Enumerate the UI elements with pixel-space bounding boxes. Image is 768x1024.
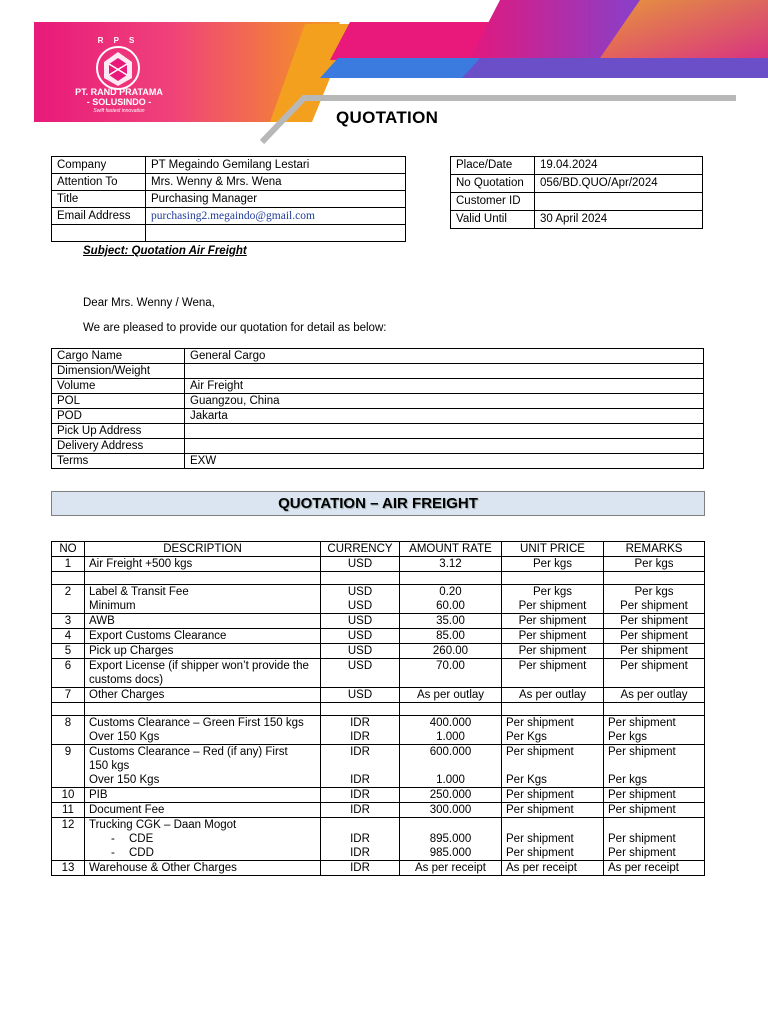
row-currency xyxy=(321,745,400,788)
row-no: 6 xyxy=(52,659,85,688)
row-description xyxy=(85,745,321,788)
row-unit-price: Per shipment xyxy=(502,788,604,803)
client-label: Attention To xyxy=(52,174,146,191)
company-name: PT. RAND PRATAMA xyxy=(75,87,163,97)
row-description xyxy=(85,585,321,614)
amt-line: 895.000 xyxy=(429,833,472,845)
cargo-label: Delivery Address xyxy=(52,439,185,454)
unit-line: Per kgs xyxy=(533,586,572,598)
row-no: 5 xyxy=(52,644,85,659)
row-remarks xyxy=(604,745,705,788)
row-description: Air Freight +500 kgs xyxy=(85,557,321,572)
cargo-row xyxy=(52,394,704,409)
client-label: Email Address xyxy=(52,208,146,225)
row-unit-price: As per receipt xyxy=(502,861,604,876)
unit-line: Per shipment xyxy=(506,717,574,729)
row-amount: 35.00 xyxy=(400,614,502,629)
row-no: 2 xyxy=(52,585,85,614)
row-description: Pick up Charges xyxy=(85,644,321,659)
meta-label: No Quotation xyxy=(451,175,535,193)
row-remarks: Per shipment xyxy=(604,629,705,644)
row-currency xyxy=(321,716,400,745)
row-remarks: Per kgs xyxy=(604,557,705,572)
row-description: Export Customs Clearance xyxy=(85,629,321,644)
row-currency: USD xyxy=(321,557,400,572)
spacer-row xyxy=(52,572,705,585)
cur-line: USD xyxy=(347,586,373,598)
client-value: Mrs. Wenny & Mrs. Wena xyxy=(146,174,406,191)
cargo-row xyxy=(52,424,704,439)
rem-line: Per kgs xyxy=(608,774,647,786)
row-no: 1 xyxy=(52,557,85,572)
row-currency: USD xyxy=(321,688,400,703)
meta-row xyxy=(451,211,703,229)
row-remarks xyxy=(604,585,705,614)
header-amount-rate: AMOUNT RATE xyxy=(400,542,502,557)
row-amount xyxy=(400,585,502,614)
rem-line: Per shipment xyxy=(620,600,688,612)
row-amount xyxy=(400,716,502,745)
row-amount: As per receipt xyxy=(400,861,502,876)
rem-line: Per shipment xyxy=(608,746,676,758)
amt-line: 985.000 xyxy=(429,847,472,859)
row-amount: 70.00 xyxy=(400,659,502,688)
row-unit-price xyxy=(502,716,604,745)
row-currency: USD xyxy=(321,614,400,629)
row-no: 11 xyxy=(52,803,85,818)
table-row xyxy=(52,745,705,788)
row-amount xyxy=(400,745,502,788)
desc-line: 150 kgs xyxy=(89,760,130,772)
unit-line: Per shipment xyxy=(506,847,574,859)
desc-line: Label & Transit Fee xyxy=(89,586,189,598)
cargo-value: Jakarta xyxy=(185,409,704,424)
row-no: 9 xyxy=(52,745,85,788)
cargo-label: Pick Up Address xyxy=(52,424,185,439)
cargo-value: General Cargo xyxy=(185,349,704,364)
client-email-link[interactable]: purchasing2.megaindo@gmail.com xyxy=(146,208,406,225)
row-unit-price xyxy=(502,745,604,788)
cargo-row xyxy=(52,379,704,394)
client-row xyxy=(52,174,406,191)
cargo-table xyxy=(51,348,704,469)
row-unit-price: As per outlay xyxy=(502,688,604,703)
unit-line: Per shipment xyxy=(518,600,587,612)
table-row xyxy=(52,585,705,614)
cargo-label: Cargo Name xyxy=(52,349,185,364)
row-amount: 260.00 xyxy=(400,644,502,659)
amt-line: 60.00 xyxy=(436,600,465,612)
row-remarks: Per shipment xyxy=(604,644,705,659)
rem-line: Per kgs xyxy=(634,586,674,598)
table-header-row xyxy=(52,542,705,557)
cur-line: IDR xyxy=(350,746,370,758)
cargo-row xyxy=(52,409,704,424)
cargo-label: Volume xyxy=(52,379,185,394)
row-no: 4 xyxy=(52,629,85,644)
amt-line: 0.20 xyxy=(439,586,462,598)
quotation-meta-table xyxy=(450,156,703,229)
desc-line: Over 150 Kgs xyxy=(89,731,160,743)
client-label: Title xyxy=(52,191,146,208)
row-amount: 300.000 xyxy=(400,803,502,818)
row-unit-price: Per kgs xyxy=(502,557,604,572)
row-description: Document Fee xyxy=(85,803,321,818)
client-row xyxy=(52,225,406,242)
cur-line: USD xyxy=(347,600,373,612)
row-description: AWB xyxy=(85,614,321,629)
cargo-row xyxy=(52,454,704,469)
intro-text: We are pleased to provide our quotation for detail as below: xyxy=(83,322,387,334)
cur-line: IDR xyxy=(350,731,370,743)
cargo-label: Terms xyxy=(52,454,185,469)
row-remarks: As per receipt xyxy=(604,861,705,876)
table-row xyxy=(52,688,705,703)
row-amount: As per outlay xyxy=(400,688,502,703)
cur-line: IDR xyxy=(350,717,370,729)
meta-value: 30 April 2024 xyxy=(535,211,703,229)
row-currency: IDR xyxy=(321,788,400,803)
row-currency xyxy=(321,585,400,614)
unit-line: Per shipment xyxy=(506,746,574,758)
client-row xyxy=(52,191,406,208)
cargo-label: POL xyxy=(52,394,185,409)
row-description xyxy=(85,659,321,688)
row-currency: USD xyxy=(321,629,400,644)
row-remarks: Per shipment xyxy=(604,614,705,629)
rem-line: Per shipment xyxy=(608,833,676,845)
row-description: Other Charges xyxy=(85,688,321,703)
row-amount: 250.000 xyxy=(400,788,502,803)
row-currency: USD xyxy=(321,659,400,688)
table-row xyxy=(52,614,705,629)
row-remarks: As per outlay xyxy=(604,688,705,703)
rem-line: Per kgs xyxy=(608,731,647,743)
amt-line: 1.000 xyxy=(436,774,465,786)
bullet: - xyxy=(111,847,115,859)
table-row xyxy=(52,788,705,803)
desc-line: Customs Clearance – Green First 150 kgs xyxy=(89,717,304,729)
row-remarks: Per shipment xyxy=(604,788,705,803)
rem-line: Per shipment xyxy=(608,847,676,859)
amt-line: 1.000 xyxy=(436,731,465,743)
row-currency xyxy=(321,818,400,861)
meta-row xyxy=(451,193,703,211)
meta-label: Place/Date xyxy=(451,157,535,175)
client-value: Purchasing Manager xyxy=(146,191,406,208)
cargo-value xyxy=(185,439,704,454)
row-remarks xyxy=(604,716,705,745)
table-row xyxy=(52,629,705,644)
header-remarks: REMARKS xyxy=(604,542,705,557)
row-no: 12 xyxy=(52,818,85,861)
cargo-label: Dimension/Weight xyxy=(52,364,185,379)
header-description: DESCRIPTION xyxy=(85,542,321,557)
client-value: PT Megaindo Gemilang Lestari xyxy=(146,157,406,174)
unit-line: Per Kgs xyxy=(506,731,547,743)
table-row xyxy=(52,716,705,745)
table-row xyxy=(52,861,705,876)
row-unit-price xyxy=(502,585,604,614)
row-no: 10 xyxy=(52,788,85,803)
spacer-row xyxy=(52,703,705,716)
row-remarks: Per shipment xyxy=(604,659,705,688)
row-unit-price: Per shipment xyxy=(502,629,604,644)
bullet: - xyxy=(111,833,115,845)
desc-line: Export License (if shipper won’t provide the xyxy=(89,660,309,672)
meta-row xyxy=(451,157,703,175)
row-currency: IDR xyxy=(321,861,400,876)
row-no: 3 xyxy=(52,614,85,629)
row-currency: IDR xyxy=(321,803,400,818)
table-row xyxy=(52,659,705,688)
row-unit-price: Per shipment xyxy=(502,614,604,629)
rem-line: Per shipment xyxy=(608,717,676,729)
row-description xyxy=(85,716,321,745)
quotation-table xyxy=(51,541,705,876)
cargo-label: POD xyxy=(52,409,185,424)
desc-line: Customs Clearance – Red (if any) First xyxy=(89,746,288,758)
company-tagline: Swift fastest innovation xyxy=(93,108,145,114)
row-unit-price: Per shipment xyxy=(502,803,604,818)
client-table xyxy=(51,156,406,242)
amt-line: 400.000 xyxy=(429,717,472,729)
company-sub: - SOLUSINDO - xyxy=(86,97,152,107)
subject-line: Subject: Quotation Air Freight xyxy=(83,245,247,257)
cur-line: IDR xyxy=(350,847,370,859)
cargo-value: Air Freight xyxy=(185,379,704,394)
header-currency: CURRENCY xyxy=(321,542,400,557)
desc-line: Trucking CGK – Daan Mogot xyxy=(89,819,237,831)
meta-value xyxy=(535,193,703,211)
desc-line: customs docs) xyxy=(89,674,164,686)
table-row xyxy=(52,803,705,818)
row-no: 13 xyxy=(52,861,85,876)
company-logo xyxy=(92,40,144,92)
table-row xyxy=(52,818,705,861)
section-title: QUOTATION – AIR FREIGHT xyxy=(278,495,478,512)
header-no: NO xyxy=(52,542,85,557)
cargo-row xyxy=(52,364,704,379)
row-description: PIB xyxy=(85,788,321,803)
row-remarks xyxy=(604,818,705,861)
table-row xyxy=(52,644,705,659)
cur-line: IDR xyxy=(350,833,370,845)
cargo-value xyxy=(185,424,704,439)
row-unit-price xyxy=(502,818,604,861)
row-description xyxy=(85,818,321,861)
cargo-row xyxy=(52,439,704,454)
meta-label: Customer ID xyxy=(451,193,535,211)
row-amount: 85.00 xyxy=(400,629,502,644)
greeting: Dear Mrs. Wenny / Wena, xyxy=(83,297,215,309)
meta-value: 19.04.2024 xyxy=(535,157,703,175)
unit-line: Per Kgs xyxy=(506,774,547,786)
row-currency: USD xyxy=(321,644,400,659)
client-row xyxy=(52,208,406,225)
meta-row xyxy=(451,175,703,193)
desc-line: CDE xyxy=(129,833,154,845)
cur-line: IDR xyxy=(350,774,370,786)
row-unit-price: Per shipment xyxy=(502,644,604,659)
row-unit-price: Per shipment xyxy=(502,659,604,688)
row-no: 7 xyxy=(52,688,85,703)
page-title: QUOTATION xyxy=(336,108,439,127)
row-remarks: Per shipment xyxy=(604,803,705,818)
desc-line: CDD xyxy=(129,847,154,859)
cargo-row xyxy=(52,349,704,364)
logo-letters: R P S xyxy=(97,36,139,45)
header-unit-price: UNIT PRICE xyxy=(502,542,604,557)
amt-line: 600.000 xyxy=(429,746,472,758)
cargo-value xyxy=(185,364,704,379)
desc-line: Over 150 Kgs xyxy=(89,774,160,786)
meta-label: Valid Until xyxy=(451,211,535,229)
client-label xyxy=(52,225,146,242)
row-amount xyxy=(400,818,502,861)
desc-line: Minimum xyxy=(89,600,136,612)
section-header-box xyxy=(51,491,705,516)
table-row xyxy=(52,557,705,572)
row-description: Warehouse & Other Charges xyxy=(85,861,321,876)
unit-line: Per shipment xyxy=(506,833,574,845)
cargo-value: Guangzou, China xyxy=(185,394,704,409)
client-value xyxy=(146,225,406,242)
client-label: Company xyxy=(52,157,146,174)
row-amount: 3.12 xyxy=(400,557,502,572)
meta-value: 056/BD.QUO/Apr/2024 xyxy=(535,175,703,193)
client-row xyxy=(52,157,406,174)
cargo-value: EXW xyxy=(185,454,704,469)
row-no: 8 xyxy=(52,716,85,745)
